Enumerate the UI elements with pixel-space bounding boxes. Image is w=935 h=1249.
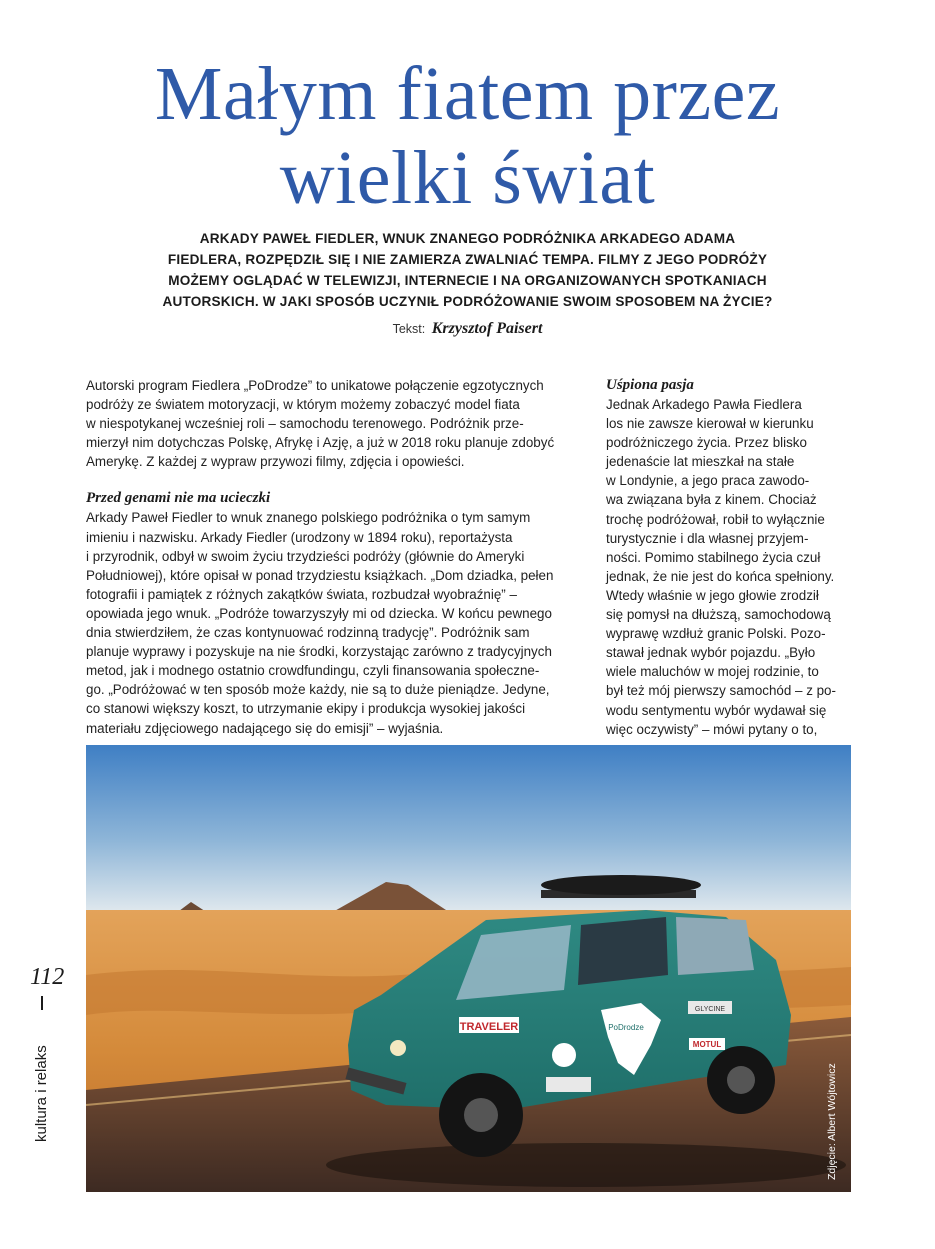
text-line: Autorski program Fiedlera „PoDrodze” to unikatowe połączenie egzotycznych [86, 378, 544, 393]
text-line: imieniu i nazwisku. Arkady Fiedler (urodzony w 1894 roku), reportażysta [86, 529, 513, 545]
text-line: więc oczywisty” – mówi pytany o to, [606, 721, 818, 737]
text-line: wa związana była z kinem. Chociaż [606, 492, 817, 508]
car-shadow [326, 1143, 846, 1187]
text-line: podróży ze światem motoryzacji, w którym możemy zobaczyć model fiata [86, 397, 520, 413]
genes-paragraph [86, 508, 596, 737]
text-line: się pomysł na dłuższą, samochodową [606, 607, 831, 623]
section-divider [41, 996, 43, 1010]
text-line: fotografii i pamiątek z różnych zakątków świata, rozbudzał wyobraźnię” – [86, 586, 517, 602]
text-line: trochę podróżował, robił to wyłącznie [606, 511, 825, 527]
text-line: wodu sentymentu wybór wydawał się [606, 702, 827, 718]
sticker-podrodze: PoDrodze [608, 1023, 644, 1032]
section-heading-dormant-passion: Uśpiona pasja [606, 377, 694, 393]
headlight [390, 1040, 406, 1056]
text-line: jedenaście lat mieszkał na stałe [606, 454, 795, 470]
photo-illustration [86, 745, 851, 1192]
text-line: go. „Podróżować w ten sposób może każdy, nie są to duże pieniądze. Jedyne, [86, 682, 550, 698]
section-heading-genes: Przed genami nie ma ucieczki [86, 490, 271, 507]
text-line: w niespotykanej wcześniej roli – samochodu terenowego. Podróżnik prze- [86, 416, 524, 432]
text-line: opowiada jego wnuk. „Podróże towarzyszyły mi od dziecka. W końcu pewnego [86, 605, 552, 621]
sticker-badge [552, 1043, 576, 1067]
text-line: Jednak Arkadego Pawła Fiedlera [606, 397, 802, 412]
rear-hub [727, 1066, 755, 1094]
title-line-1: Małym fiatem przez [154, 52, 781, 136]
text-line: metod, jak i modnego ostatnio crowdfundingu, czyli finansowania społeczne- [86, 663, 540, 679]
byline-author: Krzysztof Paisert [431, 320, 543, 337]
text-line: stawał jednak wybór pojazdu. „Było [606, 645, 816, 661]
text-line: jednak, że nie jest do końca spełniony. [606, 568, 835, 584]
text-line: był też mój pierwszy samochód – z po- [606, 683, 836, 699]
byline-label: Tekst: [392, 322, 426, 336]
text-line: podróżniczego życia. Przez blisko [606, 435, 807, 451]
text-line: Wtedy właśnie w jego głowie zrodził [606, 587, 819, 603]
text-line: ności. Pomimo stabilnego życia czuł [606, 549, 821, 565]
text-line: Amerykę. Z każdej z wypraw przywozi filmy, zdjęcia i opowieści. [86, 454, 465, 470]
title-line-2: wielki świat [279, 136, 656, 220]
sticker-glycine: GLYCINE [694, 1006, 726, 1013]
text-line: co stanowi większy koszt, to utrzymanie ekipy i produkcja wysokiej jakości [86, 701, 526, 717]
sticker-plate [546, 1077, 591, 1092]
text-line: turystycznie i dla własnej przyjem- [606, 530, 809, 546]
text-line: Arkady Paweł Fiedler to wnuk znanego polskiego podróżnika o tym samym [86, 510, 531, 526]
text-line: materiału zdjęciowego nadającego się do emisji” – wyjaśnia. [86, 720, 444, 736]
car-window-rear [676, 917, 754, 975]
page-number: 112 [30, 964, 65, 990]
front-hub [464, 1098, 498, 1132]
intro-paragraph [86, 376, 596, 471]
section-label: kultura i relaks [33, 1045, 50, 1142]
article-title [0, 52, 935, 220]
desert-fiat-photo [86, 745, 851, 1192]
lead-line: AUTORSKICH. W JAKI SPOSÓB UCZYNIŁ PODRÓŻOWANIE SWOIM SPOSOBEM NA ŻYCIE? [162, 294, 773, 309]
right-column [606, 376, 856, 739]
lead-line: ARKADY PAWEŁ FIEDLER, WNUK ZNANEGO PODRÓŻNIKA ARKADEGO ADAMA [199, 231, 736, 246]
dormant-passion-paragraph [606, 395, 856, 739]
lead-line: MOŻEMY OGLĄDAĆ W TELEWIZJI, INTERNECIE I NA ORGANIZOWANYCH SPOTKANIACH [168, 273, 767, 288]
text-line: planuje wyprawy i pozyskuje na nie środki, korzystając zarówno z tradycyjnych [86, 644, 552, 660]
text-line: los nie zawsze kierował w kierunku [606, 416, 814, 432]
sticker-motul: MOTUL [692, 1040, 722, 1049]
spare-tire [541, 875, 701, 895]
text-line: w Londynie, a jego praca zawodo- [606, 473, 810, 489]
text-line: Południowej), które opisał w ponad trzydziestu książkach. „Dom dziadka, pełen [86, 567, 554, 583]
text-line: mierzył nim dotychczas Polskę, Afrykę i Azję, a już w 2018 roku planuje zdobyć [86, 435, 555, 451]
sky [86, 745, 851, 920]
text-line: wyprawę wzdłuż granic Polski. Pozo- [606, 626, 826, 642]
left-column [86, 376, 596, 738]
photo-credit: Zdjęcie: Albert Wójtowicz [826, 1063, 838, 1180]
article-lead [100, 228, 835, 312]
byline [0, 320, 935, 338]
text-line: i przyrodnik, odbył w swoim życiu trzydzieści podróży (głównie do Ameryki [86, 548, 525, 564]
text-line: wiele maluchów w mojej rodzinie, to [606, 664, 819, 680]
sticker-traveler: TRAVELER [459, 1021, 519, 1033]
text-line: dnia stwierdziłem, że czas kontynuować rodzinną tradycję”. Podróżnik sam [86, 625, 530, 641]
lead-line: FIEDLERA, ROZPĘDZIŁ SIĘ I NIE ZAMIERZA ZWALNIAĆ TEMPA. FILMY Z JEGO PODRÓŻY [167, 252, 768, 267]
paragraph-gap [86, 471, 596, 489]
car-window-side [578, 917, 668, 985]
